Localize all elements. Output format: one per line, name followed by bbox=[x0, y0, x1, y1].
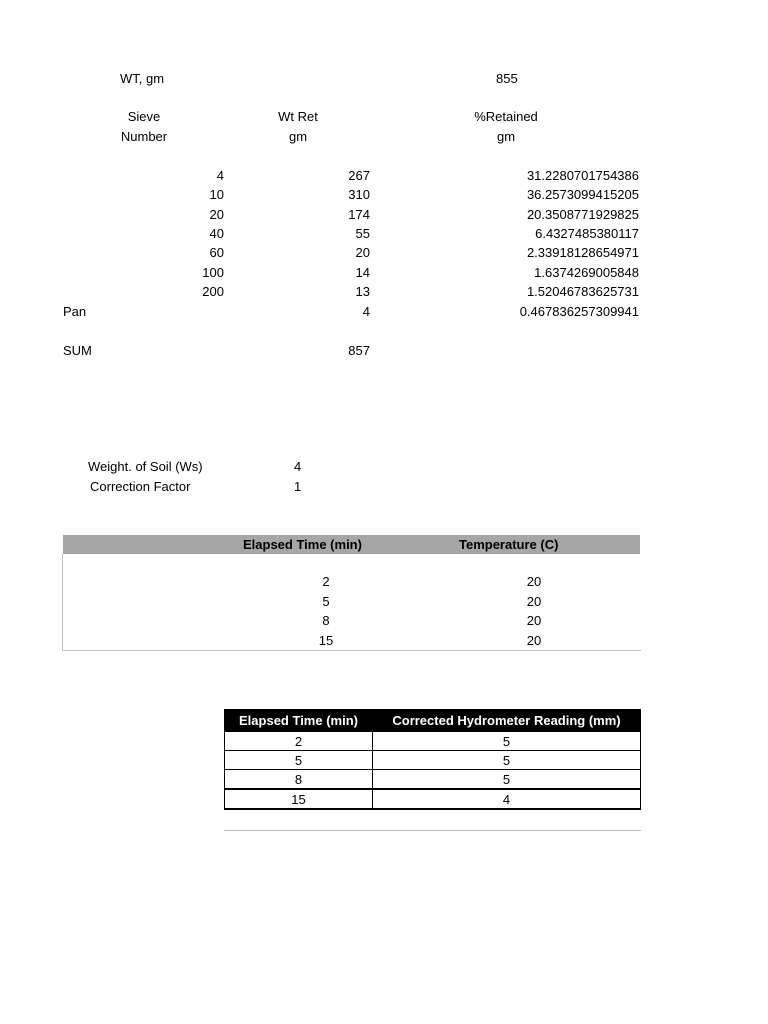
weight-retained: 267 bbox=[348, 168, 370, 183]
sieve-number: 60 bbox=[209, 245, 224, 260]
elapsed-time: 15 bbox=[318, 633, 334, 648]
sieve-header-line1: Sieve bbox=[127, 109, 161, 124]
percent-retained: 20.3508771929825 bbox=[526, 207, 639, 222]
sum-weight: 857 bbox=[348, 343, 370, 358]
sieve-header-line2: Number bbox=[120, 129, 168, 144]
sieve-number: 200 bbox=[202, 284, 224, 299]
wt-label: WT, gm bbox=[120, 71, 165, 86]
temp-header-elapsed-time: Elapsed Time (min) bbox=[243, 537, 362, 552]
table-row bbox=[225, 770, 641, 790]
table-row bbox=[63, 574, 641, 593]
wt-value: 855 bbox=[496, 71, 518, 86]
elapsed-time: 8 bbox=[225, 770, 373, 790]
percent-retained: 1.52046783625731 bbox=[526, 284, 639, 299]
sieve-row bbox=[0, 226, 768, 245]
pct-retained-header-line1: %Retained bbox=[474, 109, 538, 124]
sieve-number: 4 bbox=[216, 168, 224, 183]
hyd-header-reading: Corrected Hydrometer Reading (mm) bbox=[373, 710, 641, 732]
pan-weight: 4 bbox=[362, 304, 370, 319]
table-row bbox=[63, 594, 641, 613]
weight-retained: 55 bbox=[355, 226, 370, 241]
wt-ret-header-line1: Wt Ret bbox=[278, 109, 318, 124]
elapsed-time: 5 bbox=[225, 751, 373, 770]
sieve-row bbox=[0, 168, 768, 187]
hydrometer-reading: 5 bbox=[373, 732, 641, 751]
sieve-row bbox=[0, 207, 768, 226]
hydrometer-reading: 5 bbox=[373, 751, 641, 770]
percent-retained: 36.2573099415205 bbox=[526, 187, 639, 202]
weight-retained: 174 bbox=[348, 207, 370, 222]
weight-retained: 310 bbox=[348, 187, 370, 202]
soil-weight-value: 4 bbox=[294, 459, 302, 474]
temp-header-temperature: Temperature (C) bbox=[459, 537, 559, 552]
temperature: 20 bbox=[526, 594, 542, 609]
hyd-header-elapsed-time: Elapsed Time (min) bbox=[225, 710, 373, 732]
correction-factor-label: Correction Factor bbox=[90, 479, 191, 494]
hydrometer-table-header bbox=[225, 710, 641, 732]
weight-retained: 14 bbox=[355, 265, 370, 280]
elapsed-time: 2 bbox=[225, 732, 373, 751]
table-row bbox=[225, 732, 641, 751]
temperature: 20 bbox=[526, 613, 542, 628]
pct-retained-header-line2: gm bbox=[496, 129, 516, 144]
pan-percent: 0.467836257309941 bbox=[519, 304, 639, 319]
sieve-number: 10 bbox=[209, 187, 224, 202]
sieve-number: 100 bbox=[202, 265, 224, 280]
hydrometer-table bbox=[224, 709, 641, 810]
table-row bbox=[225, 751, 641, 770]
percent-retained: 31.2280701754386 bbox=[526, 168, 639, 183]
table-row bbox=[63, 633, 641, 652]
hydrometer-reading: 4 bbox=[373, 789, 641, 809]
table-row bbox=[225, 789, 641, 809]
soil-weight-label: Weight. of Soil (Ws) bbox=[88, 459, 203, 474]
table-row bbox=[63, 613, 641, 632]
temperature-table-header bbox=[63, 535, 640, 554]
sum-row bbox=[0, 343, 768, 362]
temperature: 20 bbox=[526, 574, 542, 589]
weight-retained: 20 bbox=[355, 245, 370, 260]
percent-retained: 6.4327485380117 bbox=[535, 226, 639, 241]
percent-retained: 2.33918128654971 bbox=[526, 245, 639, 260]
weight-retained: 13 bbox=[355, 284, 370, 299]
sieve-number: 40 bbox=[209, 226, 224, 241]
pan-label: Pan bbox=[63, 304, 87, 319]
pan-row bbox=[0, 304, 768, 323]
percent-retained: 1.6374269005848 bbox=[534, 265, 639, 280]
hydrometer-reading: 5 bbox=[373, 770, 641, 790]
wt-ret-header-line2: gm bbox=[288, 129, 308, 144]
correction-factor-value: 1 bbox=[294, 479, 302, 494]
elapsed-time: 8 bbox=[322, 613, 330, 628]
sieve-number: 20 bbox=[209, 207, 224, 222]
elapsed-time: 15 bbox=[225, 789, 373, 809]
bottom-divider bbox=[224, 830, 641, 831]
sieve-row bbox=[0, 284, 768, 303]
temperature: 20 bbox=[526, 633, 542, 648]
sieve-row bbox=[0, 265, 768, 284]
temperature-table-body bbox=[62, 554, 641, 651]
elapsed-time: 5 bbox=[322, 594, 330, 609]
sieve-row bbox=[0, 187, 768, 206]
elapsed-time: 2 bbox=[322, 574, 330, 589]
sieve-row bbox=[0, 245, 768, 264]
sum-label: SUM bbox=[63, 343, 92, 358]
